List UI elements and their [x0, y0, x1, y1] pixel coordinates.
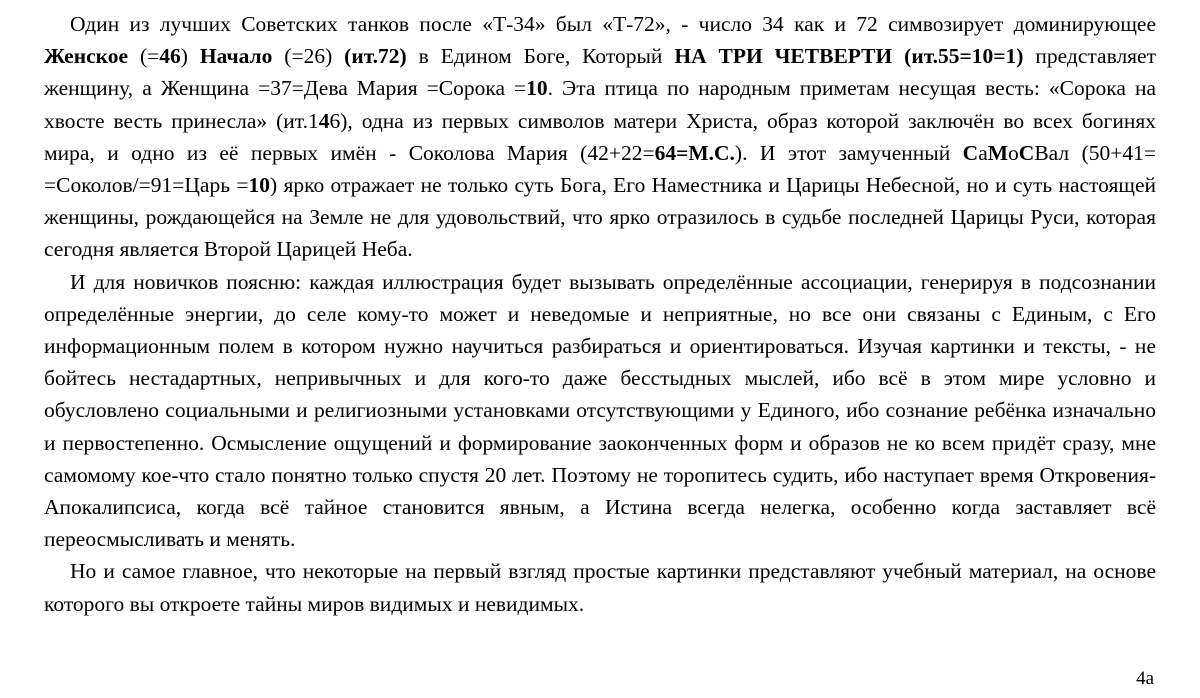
text-run: о — [1008, 140, 1019, 165]
text-run: (=26) — [272, 44, 345, 69]
text-run: представляет женщину, а Женщина =37=Дева Мария =Сорока = — [44, 44, 1157, 101]
paragraph-p3 — [44, 555, 1156, 619]
text-run: С — [1018, 140, 1035, 165]
text-run: Вал (50+41= =Соколов/=91=Царь = — [44, 140, 1156, 198]
text-run: Но и самое главное, что некоторые на первый взгляд простые картинки представляют учебный материал, на основе которого вы откроете тайны миров видимых и невидимых. — [44, 559, 1156, 616]
page-number: 4a — [1136, 668, 1154, 689]
text-run: (ит.72) — [344, 44, 407, 69]
text-run: 6), одна из первых символов матери Христа, образ которой заключён во всех богинях мира, и одно из её первых имён - Соколова Мария (42+22= — [44, 108, 1156, 165]
text-run: ) ярко отражает не только суть Бога, Его Наместника и Царицы Небесной, но и суть настоящей женщины, рождающейся на Земле не для удовольствий, что ярко отразилось в судьбе последней Царицы Руси, которая сегодня является Второй Царицей Неба. — [44, 173, 1156, 262]
text-run: 4 — [318, 108, 330, 133]
paragraph-p1 — [44, 8, 1156, 266]
text-run: 10 — [526, 76, 548, 101]
text-run: НА ТРИ ЧЕТВЕРТИ (ит.55=10=1) — [674, 44, 1024, 69]
text-run: в Едином Боге, Который — [406, 44, 675, 69]
text-run: . Эта птица по народным приметам несущая весть: «Сорока на хвосте весть принесла» (ит.1 — [44, 76, 1156, 133]
text-run: (= — [128, 44, 160, 69]
text-run: М — [987, 140, 1009, 165]
text-run: Один из лучших Советских танков после «Т-34» был «Т-72», - число 34 как и 72 симвозирует доминирующее — [70, 12, 1156, 36]
text-run: а — [978, 140, 988, 165]
text-run: ) — [180, 44, 200, 69]
paragraph-p2 — [44, 266, 1156, 556]
text-run: И для новичков поясню: каждая иллюстрация будет вызывать определённые ассоциации, генерируя в подсознании определённые энергии, до селе кому-то может и неведомые и неприятные, но все они связаны с Единым, с Его информационным полем в котором нужно научиться разбираться и ориентироваться. Изучая картинки и тексты, - не бойтесь нестадартных, непривычных и для кого-то даже бесстыдных мыслей, ибо всё в этом мире условно и обусловлено социальными и религиозными установками отсутствующими у Единого, ибо сознание ребёнка изначально и первостепенно. Осмысление ощущений и формирование заоконченных форм и образов не ко всем придёт сразу, мне самомому кое-что стало понятно только спустя 20 лет. Поэтому не торопитесь судить, ибо наступает время Откровения-Апокалипсиса, когда всё тайное становится явным, а Истина всегда нелегка, особенно когда заставляет всё переосмысливать и менять. — [44, 269, 1156, 552]
text-run: С — [962, 140, 979, 165]
text-run: 64=М.С. — [654, 140, 735, 165]
text-run: Женское — [44, 44, 129, 69]
text-run: ). И этот замученный — [734, 140, 963, 165]
text-run: 10 — [248, 173, 270, 198]
text-run: Начало — [199, 44, 273, 69]
document-body — [44, 8, 1156, 620]
text-run: 46 — [159, 44, 181, 69]
